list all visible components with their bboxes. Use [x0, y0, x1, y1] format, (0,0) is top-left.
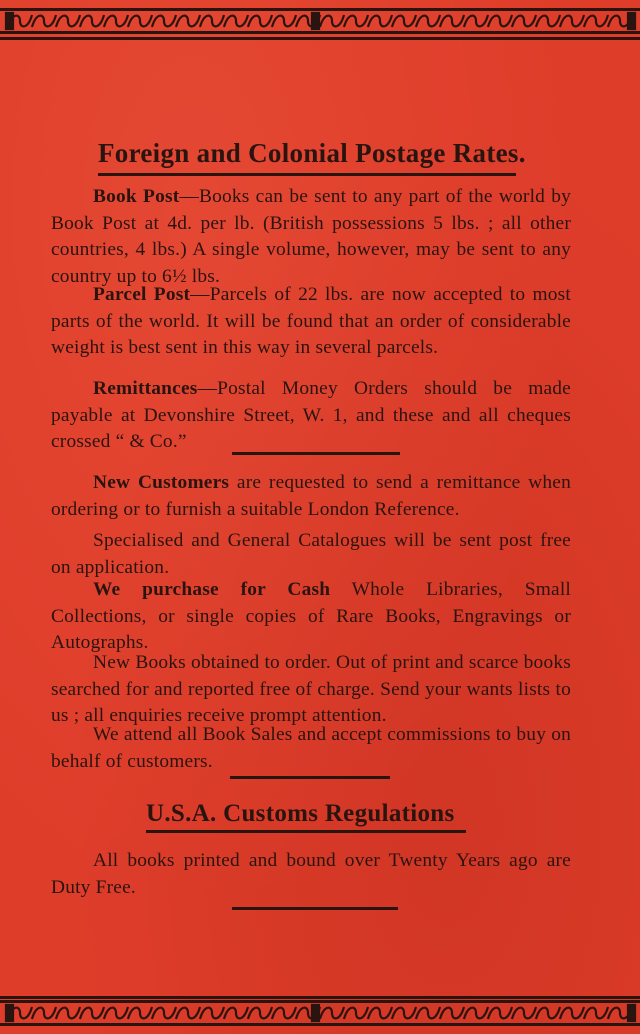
new-customers-text: are requested to send a remittance when ordering or to furnish a suitable London Reference.: [51, 472, 571, 520]
customs-title: U.S.A. Customs Regulations: [146, 800, 455, 827]
parcel-post-text: —Parcels of 22 lbs. are now accepted to most parts of the world. It will be found that an order of considerable weight is best sent in this way in several parcels.: [51, 284, 571, 358]
border-block: [6, 13, 13, 29]
remittances-text: —Postal Money Orders should be made payable at Devonshire Street, W. 1, and these and all cheques crossed “ & Co.”: [51, 378, 571, 452]
book-post-paragraph: [51, 184, 571, 290]
book-sales-paragraph: We attend all Book Sales and accept commissions to buy on behalf of customers.: [51, 724, 571, 772]
customs-title-underline: [146, 830, 466, 833]
decorative-border-top: [0, 8, 640, 34]
border-block: [628, 1005, 635, 1021]
new-customers-lead: New Customers: [93, 472, 230, 493]
purchase-paragraph: [51, 577, 571, 657]
border-rule: [0, 37, 640, 40]
book-post-lead: Book Post: [93, 186, 180, 207]
section-divider: [232, 452, 400, 455]
section-divider: [230, 776, 390, 779]
new-books-paragraph: New Books obtained to order. Out of print and scarce books searched for and reported free of charge. Send your wants lists to us ; all enquiries receive prompt attention.: [51, 652, 571, 726]
section-divider: [232, 907, 398, 910]
customs-paragraph: All books printed and bound over Twenty Years ago are Duty Free.: [51, 850, 571, 898]
border-block: [312, 1005, 319, 1021]
title-underline: [98, 173, 516, 176]
parcel-post-lead: Parcel Post: [93, 284, 191, 305]
remittances-paragraph: [51, 376, 571, 456]
catalogues-paragraph: Specialised and General Catalogues will be sent post free on application.: [51, 530, 571, 578]
parcel-post-paragraph: [51, 282, 571, 362]
border-block: [312, 13, 319, 29]
remittances-lead: Remittances: [93, 378, 198, 399]
border-block: [6, 1005, 13, 1021]
purchase-text: Whole Libraries, Small Collections, or single copies of Rare Books, Engravings or Autographs.: [51, 579, 571, 653]
border-block: [628, 13, 635, 29]
border-rule: [0, 996, 640, 999]
purchase-lead: We purchase for Cash: [93, 579, 331, 600]
page-title: Foreign and Colonial Postage Rates.: [98, 138, 526, 168]
book-post-text: —Books can be sent to any part of the world by Book Post at 4d. per lb. (British possessions 5 lbs. ; all other countries, 4 lbs.) A single volume, however, may be sent to any country up to 6½ lbs.: [51, 186, 571, 287]
new-customers-paragraph: [51, 470, 571, 523]
decorative-border-bottom: [0, 1000, 640, 1026]
